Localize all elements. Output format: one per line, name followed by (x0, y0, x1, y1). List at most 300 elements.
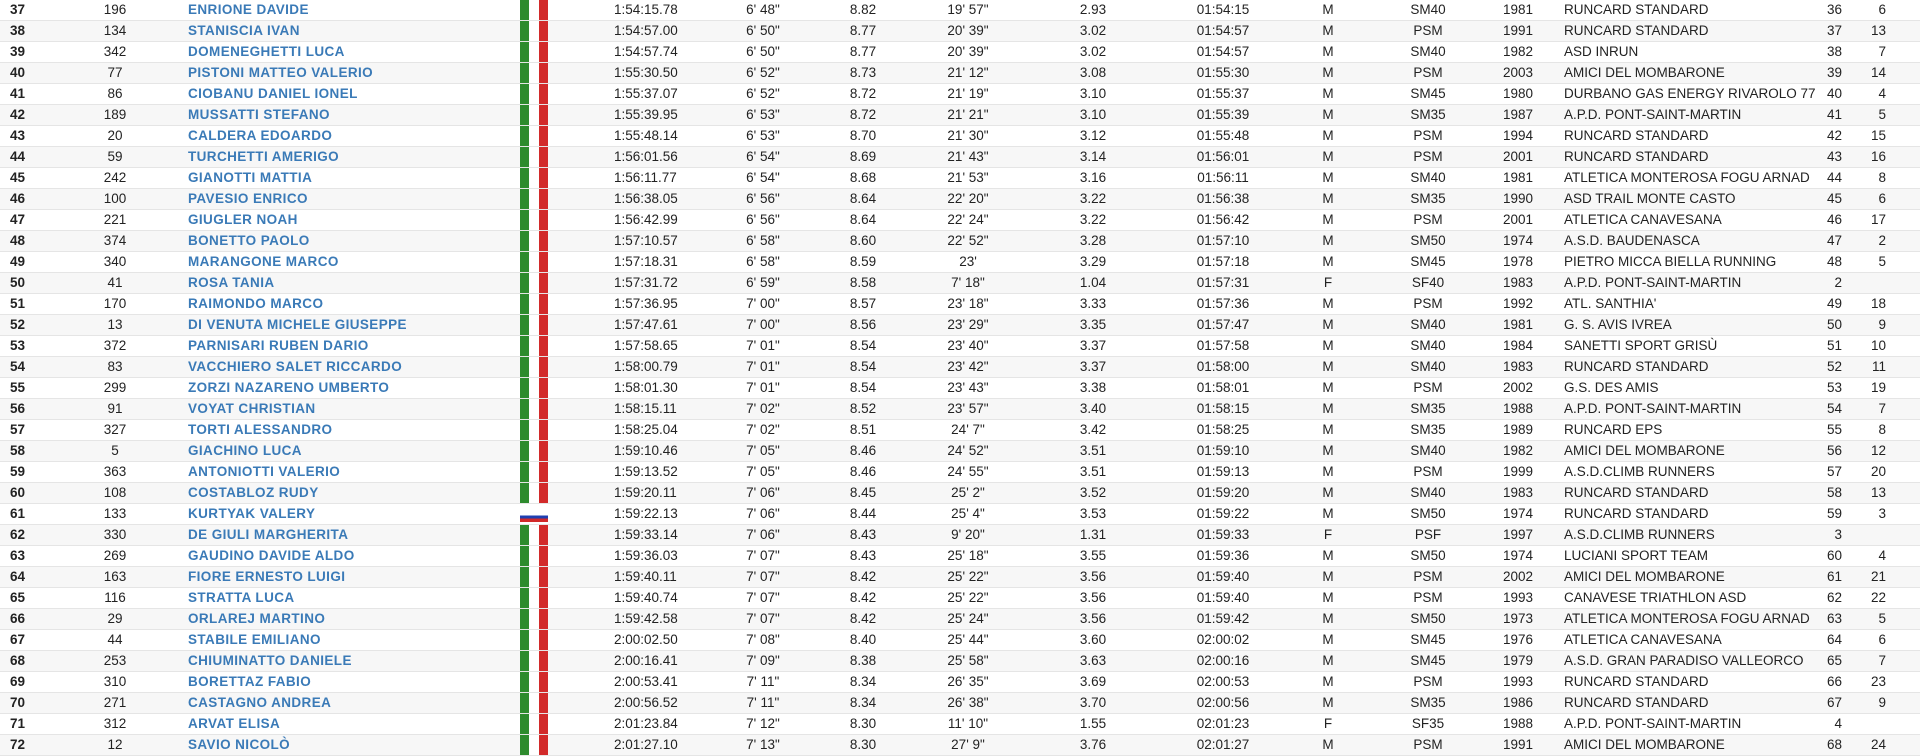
position-cell: 48 (0, 231, 50, 252)
pace-cell: 7' 06" (718, 525, 808, 546)
athlete-name-link[interactable] (180, 546, 508, 567)
club-cell: G.S. DES AMIS (1558, 378, 1820, 399)
pace-cell: 7' 00" (718, 315, 808, 336)
table-row (0, 651, 1920, 672)
sex-cell: M (1278, 0, 1378, 21)
sex-position-cell: 62 (1820, 588, 1850, 609)
pace-cell: 7' 02" (718, 399, 808, 420)
athlete-name[interactable]: ZORZI NAZARENO UMBERTO (188, 380, 390, 395)
position-cell: 57 (0, 420, 50, 441)
category-position-cell: 13 (1850, 483, 1920, 504)
bib-number-cell: 133 (50, 504, 180, 525)
athlete-name-link[interactable] (180, 357, 508, 378)
pace-cell: 7' 12" (718, 714, 808, 735)
bib-number-cell: 12 (50, 735, 180, 756)
position-cell: 61 (0, 504, 50, 525)
speed-cell: 8.51 (808, 420, 918, 441)
pace-cell: 6' 56" (718, 189, 808, 210)
category-cell: SM35 (1378, 105, 1478, 126)
bib-number-cell: 310 (50, 672, 180, 693)
finish-time-cell: 1:59:20.11 (558, 483, 718, 504)
athlete-name[interactable]: RAIMONDO MARCO (188, 296, 324, 311)
flag-cell (508, 525, 558, 546)
athlete-name-link[interactable] (180, 63, 508, 84)
athlete-name-link[interactable] (180, 147, 508, 168)
real-time-cell: 01:56:01 (1168, 147, 1278, 168)
athlete-name[interactable]: VACCHIERO SALET RICCARDO (188, 359, 403, 374)
pace-cell: 7' 13" (718, 735, 808, 756)
flag-cell (508, 105, 558, 126)
athlete-name-link[interactable] (180, 273, 508, 294)
pace-cell: 7' 11" (718, 693, 808, 714)
gap-percent-cell: 3.22 (1018, 189, 1168, 210)
position-cell: 67 (0, 630, 50, 651)
athlete-name-link[interactable] (180, 126, 508, 147)
position-cell: 55 (0, 378, 50, 399)
club-cell: RUNCARD STANDARD (1558, 483, 1820, 504)
sex-cell: M (1278, 189, 1378, 210)
sex-position-cell: 41 (1820, 105, 1850, 126)
speed-cell: 8.42 (808, 588, 918, 609)
club-cell: LUCIANI SPORT TEAM (1558, 546, 1820, 567)
birth-year-cell: 1973 (1478, 609, 1558, 630)
birth-year-cell: 1990 (1478, 189, 1558, 210)
athlete-name[interactable]: DE GIULI MARGHERITA (188, 527, 349, 542)
athlete-name-link[interactable] (180, 735, 508, 756)
speed-cell: 8.44 (808, 504, 918, 525)
athlete-name-link[interactable] (180, 609, 508, 630)
real-time-cell: 01:59:42 (1168, 609, 1278, 630)
flag-cell (508, 630, 558, 651)
pace-cell: 6' 54" (718, 147, 808, 168)
athlete-name[interactable]: ANTONIOTTI VALERIO (188, 464, 341, 479)
athlete-name-link[interactable] (180, 483, 508, 504)
category-cell: SM40 (1378, 168, 1478, 189)
speed-cell: 8.77 (808, 21, 918, 42)
club-cell: AMICI DEL MOMBARONE (1558, 567, 1820, 588)
athlete-name[interactable]: PARNISARI RUBEN DARIO (188, 338, 369, 353)
category-cell: PSM (1378, 567, 1478, 588)
position-cell: 50 (0, 273, 50, 294)
flag-cell (508, 357, 558, 378)
bib-number-cell: 77 (50, 63, 180, 84)
athlete-name-link[interactable] (180, 651, 508, 672)
pace-cell: 7' 07" (718, 588, 808, 609)
category-position-cell: 11 (1850, 357, 1920, 378)
athlete-name[interactable]: DOMENEGHETTI LUCA (188, 44, 345, 59)
athlete-name-link[interactable] (180, 21, 508, 42)
real-time-cell: 01:55:37 (1168, 84, 1278, 105)
athlete-name-link[interactable] (180, 252, 508, 273)
table-row (0, 483, 1920, 504)
sex-position-cell: 50 (1820, 315, 1850, 336)
athlete-name[interactable]: TORTI ALESSANDRO (188, 422, 333, 437)
finish-time-cell: 1:58:01.30 (558, 378, 718, 399)
birth-year-cell: 1988 (1478, 714, 1558, 735)
gap-percent-cell: 3.08 (1018, 63, 1168, 84)
club-cell: A.S.D. GRAN PARADISO VALLEORCO (1558, 651, 1820, 672)
pace-cell: 6' 53" (718, 126, 808, 147)
athlete-name[interactable]: VOYAT CHRISTIAN (188, 401, 316, 416)
flag-cell (508, 378, 558, 399)
category-cell: SM50 (1378, 609, 1478, 630)
pace-cell: 6' 48" (718, 0, 808, 21)
sex-cell: M (1278, 21, 1378, 42)
speed-cell: 8.34 (808, 672, 918, 693)
birth-year-cell: 1984 (1478, 336, 1558, 357)
finish-time-cell: 1:54:15.78 (558, 0, 718, 21)
bib-number-cell: 374 (50, 231, 180, 252)
gap-cell: 19' 57" (918, 0, 1018, 21)
category-position-cell: 21 (1850, 567, 1920, 588)
club-cell: A.S.D.CLIMB RUNNERS (1558, 525, 1820, 546)
position-cell: 51 (0, 294, 50, 315)
athlete-name-link[interactable] (180, 315, 508, 336)
bib-number-cell: 20 (50, 126, 180, 147)
athlete-name-link[interactable] (180, 588, 508, 609)
sex-cell: M (1278, 609, 1378, 630)
finish-time-cell: 1:57:18.31 (558, 252, 718, 273)
gap-percent-cell: 1.55 (1018, 714, 1168, 735)
italy-flag-icon (520, 294, 548, 314)
bib-number-cell: 363 (50, 462, 180, 483)
real-time-cell: 01:56:38 (1168, 189, 1278, 210)
pace-cell: 7' 07" (718, 567, 808, 588)
club-cell: RUNCARD STANDARD (1558, 357, 1820, 378)
athlete-name[interactable]: BORETTAZ FABIO (188, 674, 312, 689)
athlete-name[interactable]: CALDERA EDOARDO (188, 128, 333, 143)
position-cell: 58 (0, 441, 50, 462)
category-cell: SM35 (1378, 189, 1478, 210)
athlete-name[interactable]: PAVESIO ENRICO (188, 191, 308, 206)
flag-cell (508, 399, 558, 420)
athlete-name-link[interactable] (180, 672, 508, 693)
athlete-name[interactable]: PISTONI MATTEO VALERIO (188, 65, 374, 80)
pace-cell: 7' 11" (718, 672, 808, 693)
finish-time-cell: 1:56:11.77 (558, 168, 718, 189)
speed-cell: 8.59 (808, 252, 918, 273)
athlete-name[interactable]: MUSSATTI STEFANO (188, 107, 330, 122)
table-row (0, 273, 1920, 294)
finish-time-cell: 1:57:31.72 (558, 273, 718, 294)
real-time-cell: 01:54:57 (1168, 42, 1278, 63)
category-position-cell: 7 (1850, 42, 1920, 63)
pace-cell: 6' 50" (718, 42, 808, 63)
athlete-name[interactable]: CHIUMINATTO DANIELE (188, 653, 352, 668)
real-time-cell: 01:58:00 (1168, 357, 1278, 378)
table-row (0, 357, 1920, 378)
athlete-name-link[interactable] (180, 189, 508, 210)
gap-cell: 21' 21" (918, 105, 1018, 126)
category-position-cell: 2 (1850, 231, 1920, 252)
birth-year-cell: 1976 (1478, 630, 1558, 651)
athlete-name-link[interactable] (180, 693, 508, 714)
real-time-cell: 01:57:18 (1168, 252, 1278, 273)
athlete-name[interactable]: ENRIONE DAVIDE (188, 2, 309, 17)
sex-cell: M (1278, 84, 1378, 105)
real-time-cell: 01:56:11 (1168, 168, 1278, 189)
table-row (0, 567, 1920, 588)
athlete-name[interactable]: STRATTA LUCA (188, 590, 295, 605)
category-cell: PSM (1378, 147, 1478, 168)
gap-percent-cell: 3.69 (1018, 672, 1168, 693)
birth-year-cell: 1974 (1478, 504, 1558, 525)
speed-cell: 8.64 (808, 210, 918, 231)
athlete-name-link[interactable] (180, 294, 508, 315)
athlete-name-link[interactable] (180, 630, 508, 651)
athlete-name-link[interactable] (180, 441, 508, 462)
speed-cell: 8.40 (808, 630, 918, 651)
pace-cell: 6' 58" (718, 231, 808, 252)
position-cell: 72 (0, 735, 50, 756)
sex-position-cell: 2 (1820, 273, 1850, 294)
athlete-name[interactable]: ORLAREJ MARTINO (188, 611, 326, 626)
italy-flag-icon (520, 126, 548, 146)
athlete-name[interactable]: GAUDINO DAVIDE ALDO (188, 548, 355, 563)
category-cell: SM40 (1378, 483, 1478, 504)
bib-number-cell: 83 (50, 357, 180, 378)
speed-cell: 8.30 (808, 714, 918, 735)
category-cell: SF35 (1378, 714, 1478, 735)
birth-year-cell: 1982 (1478, 42, 1558, 63)
table-row (0, 378, 1920, 399)
table-row (0, 21, 1920, 42)
category-cell: SM40 (1378, 357, 1478, 378)
category-cell: PSF (1378, 525, 1478, 546)
flag-cell (508, 714, 558, 735)
athlete-name-link[interactable] (180, 231, 508, 252)
italy-flag-icon (520, 462, 548, 482)
sex-position-cell: 58 (1820, 483, 1850, 504)
athlete-name[interactable]: KURTYAK VALERY (188, 506, 316, 521)
gap-percent-cell: 3.51 (1018, 441, 1168, 462)
athlete-name-link[interactable] (180, 420, 508, 441)
gap-cell: 21' 19" (918, 84, 1018, 105)
athlete-name[interactable]: GIANOTTI MATTIA (188, 170, 313, 185)
speed-cell: 8.38 (808, 651, 918, 672)
birth-year-cell: 2001 (1478, 147, 1558, 168)
sex-position-cell: 45 (1820, 189, 1850, 210)
category-cell: PSM (1378, 462, 1478, 483)
club-cell: RUNCARD STANDARD (1558, 126, 1820, 147)
flag-cell (508, 252, 558, 273)
athlete-name-link[interactable] (180, 336, 508, 357)
speed-cell: 8.46 (808, 462, 918, 483)
finish-time-cell: 1:57:36.95 (558, 294, 718, 315)
athlete-name[interactable]: FIORE ERNESTO LUIGI (188, 569, 346, 584)
table-row (0, 420, 1920, 441)
bib-number-cell: 59 (50, 147, 180, 168)
gap-percent-cell: 3.29 (1018, 252, 1168, 273)
athlete-name-link[interactable] (180, 714, 508, 735)
bib-number-cell: 13 (50, 315, 180, 336)
athlete-name-link[interactable] (180, 567, 508, 588)
club-cell: ASD TRAIL MONTE CASTO (1558, 189, 1820, 210)
sex-position-cell: 66 (1820, 672, 1850, 693)
russia-flag-icon (520, 512, 548, 522)
gap-percent-cell: 3.33 (1018, 294, 1168, 315)
gap-cell: 25' 22" (918, 588, 1018, 609)
sex-cell: M (1278, 168, 1378, 189)
athlete-name[interactable]: GIACHINO LUCA (188, 443, 302, 458)
gap-percent-cell: 3.10 (1018, 105, 1168, 126)
bib-number-cell: 312 (50, 714, 180, 735)
gap-cell: 25' 58" (918, 651, 1018, 672)
gap-cell: 27' 9" (918, 735, 1018, 756)
sex-position-cell: 64 (1820, 630, 1850, 651)
athlete-name[interactable]: STANISCIA IVAN (188, 23, 300, 38)
gap-percent-cell: 3.12 (1018, 126, 1168, 147)
flag-cell (508, 0, 558, 21)
table-row (0, 630, 1920, 651)
bib-number-cell: 269 (50, 546, 180, 567)
pace-cell: 6' 52" (718, 84, 808, 105)
birth-year-cell: 1999 (1478, 462, 1558, 483)
athlete-name[interactable]: DI VENUTA MICHELE GIUSEPPE (188, 317, 407, 332)
italy-flag-icon (520, 651, 548, 671)
athlete-name[interactable]: ROSA TANIA (188, 275, 275, 290)
sex-cell: M (1278, 105, 1378, 126)
gap-percent-cell: 1.04 (1018, 273, 1168, 294)
athlete-name[interactable]: MARANGONE MARCO (188, 254, 339, 269)
pace-cell: 6' 53" (718, 105, 808, 126)
gap-cell: 24' 55" (918, 462, 1018, 483)
flag-cell (508, 231, 558, 252)
athlete-name[interactable]: ARVAT ELISA (188, 716, 281, 731)
athlete-name[interactable]: COSTABLOZ RUDY (188, 485, 319, 500)
gap-cell: 23' 57" (918, 399, 1018, 420)
gap-percent-cell: 3.38 (1018, 378, 1168, 399)
sex-position-cell: 63 (1820, 609, 1850, 630)
position-cell: 71 (0, 714, 50, 735)
pace-cell: 6' 56" (718, 210, 808, 231)
finish-time-cell: 1:57:47.61 (558, 315, 718, 336)
birth-year-cell: 1981 (1478, 168, 1558, 189)
position-cell: 70 (0, 693, 50, 714)
italy-flag-icon (520, 441, 548, 461)
sex-position-cell: 47 (1820, 231, 1850, 252)
finish-time-cell: 2:00:53.41 (558, 672, 718, 693)
athlete-name-link[interactable] (180, 462, 508, 483)
speed-cell: 8.70 (808, 126, 918, 147)
athlete-name-link[interactable] (180, 399, 508, 420)
category-cell: SM40 (1378, 441, 1478, 462)
athlete-name[interactable]: SAVIO NICOLÒ (188, 737, 291, 752)
athlete-name-link[interactable] (180, 525, 508, 546)
athlete-name[interactable]: TURCHETTI AMERIGO (188, 149, 340, 164)
real-time-cell: 01:57:31 (1168, 273, 1278, 294)
athlete-name-link[interactable] (180, 504, 508, 525)
sex-cell: F (1278, 273, 1378, 294)
gap-cell: 25' 18" (918, 546, 1018, 567)
sex-cell: M (1278, 462, 1378, 483)
athlete-name[interactable]: CIOBANU DANIEL IONEL (188, 86, 358, 101)
finish-time-cell: 1:59:13.52 (558, 462, 718, 483)
club-cell: ATL. SANTHIA' (1558, 294, 1820, 315)
italy-flag-icon (520, 588, 548, 608)
sex-position-cell: 61 (1820, 567, 1850, 588)
bib-number-cell: 271 (50, 693, 180, 714)
category-position-cell: 14 (1850, 63, 1920, 84)
flag-cell (508, 504, 558, 525)
real-time-cell: 02:00:02 (1168, 630, 1278, 651)
gap-cell: 23' 43" (918, 378, 1018, 399)
athlete-name-link[interactable] (180, 378, 508, 399)
table-row (0, 588, 1920, 609)
birth-year-cell: 1981 (1478, 315, 1558, 336)
category-position-cell: 15 (1850, 126, 1920, 147)
athlete-name-link[interactable] (180, 42, 508, 63)
sex-cell: M (1278, 231, 1378, 252)
finish-time-cell: 1:58:00.79 (558, 357, 718, 378)
category-position-cell: 8 (1850, 420, 1920, 441)
real-time-cell: 01:59:10 (1168, 441, 1278, 462)
sex-cell: M (1278, 42, 1378, 63)
sex-position-cell: 56 (1820, 441, 1850, 462)
position-cell: 39 (0, 42, 50, 63)
category-position-cell: 17 (1850, 210, 1920, 231)
pace-cell: 7' 01" (718, 336, 808, 357)
position-cell: 64 (0, 567, 50, 588)
athlete-name-link[interactable] (180, 105, 508, 126)
finish-time-cell: 1:54:57.00 (558, 21, 718, 42)
category-cell: PSM (1378, 672, 1478, 693)
athlete-name[interactable]: CASTAGNO ANDREA (188, 695, 332, 710)
bib-number-cell: 242 (50, 168, 180, 189)
table-row (0, 336, 1920, 357)
real-time-cell: 02:00:16 (1168, 651, 1278, 672)
gap-percent-cell: 3.16 (1018, 168, 1168, 189)
athlete-name-link[interactable] (180, 168, 508, 189)
real-time-cell: 01:59:40 (1168, 567, 1278, 588)
birth-year-cell: 1974 (1478, 231, 1558, 252)
athlete-name[interactable]: BONETTO PAOLO (188, 233, 310, 248)
gap-cell: 25' 22" (918, 567, 1018, 588)
athlete-name[interactable]: GIUGLER NOAH (188, 212, 298, 227)
athlete-name-link[interactable] (180, 84, 508, 105)
real-time-cell: 01:59:40 (1168, 588, 1278, 609)
sex-cell: M (1278, 357, 1378, 378)
italy-flag-icon (520, 693, 548, 713)
position-cell: 63 (0, 546, 50, 567)
position-cell: 38 (0, 21, 50, 42)
italy-flag-icon (520, 273, 548, 293)
finish-time-cell: 1:59:33.14 (558, 525, 718, 546)
category-cell: SM45 (1378, 651, 1478, 672)
finish-time-cell: 1:58:15.11 (558, 399, 718, 420)
sex-cell: M (1278, 315, 1378, 336)
athlete-name-link[interactable] (180, 0, 508, 21)
flag-cell (508, 483, 558, 504)
club-cell: SANETTI SPORT GRISÙ (1558, 336, 1820, 357)
sex-cell: M (1278, 588, 1378, 609)
sex-cell: M (1278, 483, 1378, 504)
finish-time-cell: 1:57:58.65 (558, 336, 718, 357)
category-cell: SM50 (1378, 546, 1478, 567)
club-cell: RUNCARD STANDARD (1558, 693, 1820, 714)
gap-cell: 7' 18" (918, 273, 1018, 294)
athlete-name[interactable]: STABILE EMILIANO (188, 632, 321, 647)
pace-cell: 7' 02" (718, 420, 808, 441)
athlete-name-link[interactable] (180, 210, 508, 231)
finish-time-cell: 1:56:42.99 (558, 210, 718, 231)
finish-time-cell: 1:56:01.56 (558, 147, 718, 168)
real-time-cell: 02:00:56 (1168, 693, 1278, 714)
sex-cell: M (1278, 336, 1378, 357)
italy-flag-icon (520, 231, 548, 251)
real-time-cell: 02:01:27 (1168, 735, 1278, 756)
position-cell: 45 (0, 168, 50, 189)
